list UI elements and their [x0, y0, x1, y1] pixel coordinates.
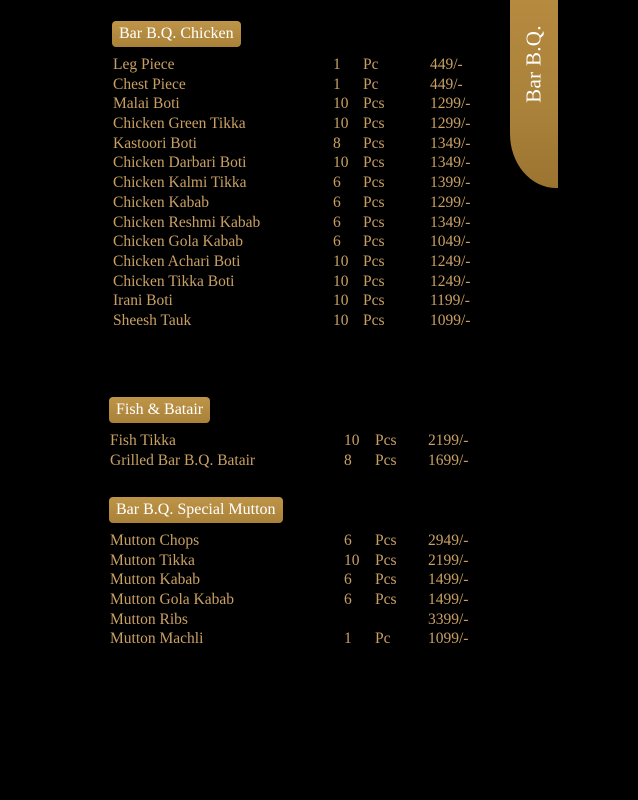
- item-name: Fish Tikka: [110, 432, 176, 449]
- menu-list-bbq-chicken: [113, 55, 483, 331]
- item-unit: Pcs: [363, 134, 385, 152]
- item-unit: Pcs: [363, 292, 385, 310]
- item-price: 2949/-: [428, 532, 469, 549]
- item-price: 1399/-: [430, 174, 471, 192]
- item-quantity: 6: [333, 174, 341, 192]
- item-unit: Pc: [363, 75, 379, 93]
- item-name: Chicken Reshmi Kabab: [113, 213, 261, 231]
- item-unit: Pcs: [363, 154, 385, 172]
- item-name: Mutton Chops: [110, 532, 200, 549]
- menu-item: [110, 610, 490, 630]
- item-price: 1299/-: [430, 95, 471, 113]
- item-name: Kastoori Boti: [113, 134, 197, 152]
- menu-item: [110, 590, 490, 610]
- menu-item: [110, 629, 490, 649]
- item-unit: Pcs: [363, 95, 385, 113]
- item-unit: Pc: [375, 630, 391, 648]
- item-unit: Pc: [363, 56, 379, 73]
- item-quantity: 10: [333, 95, 349, 113]
- item-unit: Pcs: [363, 174, 385, 192]
- item-name: Chicken Green Tikka: [113, 115, 246, 133]
- item-name: Chest Piece: [113, 75, 186, 93]
- item-unit: Pcs: [363, 311, 385, 329]
- item-unit: Pcs: [363, 213, 385, 231]
- item-quantity: 6: [333, 213, 341, 231]
- item-quantity: 10: [333, 311, 349, 329]
- menu-item: [113, 213, 483, 233]
- item-price: 1099/-: [430, 311, 471, 329]
- item-price: 1499/-: [428, 571, 469, 589]
- item-name: Mutton Tikka: [110, 551, 195, 569]
- item-price: 1199/-: [430, 292, 470, 310]
- item-quantity: 6: [344, 532, 352, 549]
- item-price: 3399/-: [428, 610, 469, 628]
- menu-item: [110, 451, 490, 471]
- item-price: 1699/-: [428, 451, 469, 469]
- menu-item: [113, 193, 483, 213]
- item-unit: Pcs: [363, 193, 385, 211]
- menu-item: [113, 272, 483, 292]
- menu-item: [113, 114, 483, 134]
- item-price: 1049/-: [430, 233, 471, 251]
- item-price: 2199/-: [428, 432, 469, 449]
- section-title-fish-batair: Fish & Batair: [109, 397, 210, 423]
- menu-item: [113, 153, 483, 173]
- item-unit: Pcs: [375, 532, 397, 549]
- item-quantity: 6: [344, 591, 352, 609]
- section-title-bbq-chicken: Bar B.Q. Chicken: [112, 21, 241, 47]
- item-price: 2199/-: [428, 551, 469, 569]
- item-quantity: 1: [333, 56, 341, 73]
- item-price: 449/-: [430, 56, 463, 73]
- item-quantity: 6: [344, 571, 352, 589]
- item-name: Sheesh Tauk: [113, 311, 192, 329]
- item-quantity: 10: [333, 272, 349, 290]
- item-unit: Pcs: [375, 451, 397, 469]
- item-quantity: 10: [333, 154, 349, 172]
- item-name: Mutton Ribs: [110, 610, 188, 628]
- item-quantity: 6: [333, 233, 341, 251]
- item-price: 1349/-: [430, 154, 471, 172]
- menu-item: [113, 291, 483, 311]
- item-name: Grilled Bar B.Q. Batair: [110, 451, 256, 469]
- menu-item: [113, 94, 483, 114]
- category-side-tab[interactable]: [510, 0, 558, 188]
- item-price: 1299/-: [430, 193, 471, 211]
- section-title-bbq-special-mutton: Bar B.Q. Special Mutton: [109, 497, 283, 523]
- item-name: Chicken Darbari Boti: [113, 154, 247, 172]
- item-quantity: 10: [344, 432, 360, 449]
- item-price: 1349/-: [430, 213, 471, 231]
- item-unit: Pcs: [363, 115, 385, 133]
- item-name: Chicken Gola Kabab: [113, 233, 243, 251]
- item-price: 1249/-: [430, 272, 471, 290]
- item-unit: Pcs: [375, 432, 397, 449]
- menu-item: [113, 75, 483, 95]
- item-price: 1499/-: [428, 591, 469, 609]
- menu-item: [110, 551, 490, 571]
- menu-item: [113, 232, 483, 252]
- item-price: 1099/-: [428, 630, 469, 648]
- item-price: 1349/-: [430, 134, 471, 152]
- menu-item: [110, 531, 490, 551]
- item-quantity: 1: [333, 75, 341, 93]
- menu-item: [113, 311, 483, 331]
- item-unit: Pcs: [375, 571, 397, 589]
- side-tab-label: Bar B.Q.: [521, 25, 546, 103]
- item-name: Chicken Achari Boti: [113, 252, 241, 270]
- menu-list-bbq-special-mutton: [110, 531, 490, 649]
- menu-item: [113, 252, 483, 272]
- item-quantity: 6: [333, 193, 341, 211]
- menu-item: [110, 570, 490, 590]
- item-price: 449/-: [430, 75, 463, 93]
- item-quantity: 10: [333, 115, 349, 133]
- item-name: Chicken Tikka Boti: [113, 272, 235, 290]
- item-quantity: 10: [344, 551, 360, 569]
- item-name: Malai Boti: [113, 95, 180, 113]
- menu-item: [113, 134, 483, 154]
- item-price: 1299/-: [430, 115, 471, 133]
- item-unit: Pcs: [375, 551, 397, 569]
- item-unit: Pcs: [363, 252, 385, 270]
- item-quantity: 10: [333, 252, 349, 270]
- item-unit: Pcs: [363, 233, 385, 251]
- menu-item: [110, 431, 490, 451]
- menu-item: [113, 55, 483, 75]
- item-unit: Pcs: [363, 272, 385, 290]
- item-quantity: 1: [344, 630, 352, 648]
- item-name: Irani Boti: [113, 292, 173, 310]
- item-quantity: 10: [333, 292, 349, 310]
- item-name: Leg Piece: [113, 56, 175, 73]
- menu-list-fish-batair: [110, 431, 490, 470]
- item-name: Mutton Kabab: [110, 571, 200, 589]
- item-name: Chicken Kalmi Tikka: [113, 174, 247, 192]
- item-name: Mutton Gola Kabab: [110, 591, 234, 609]
- menu-item: [113, 173, 483, 193]
- item-quantity: 8: [333, 134, 341, 152]
- item-unit: Pcs: [375, 591, 397, 609]
- item-name: Chicken Kabab: [113, 193, 209, 211]
- item-price: 1249/-: [430, 252, 471, 270]
- item-name: Mutton Machli: [110, 630, 204, 648]
- item-quantity: 8: [344, 451, 352, 469]
